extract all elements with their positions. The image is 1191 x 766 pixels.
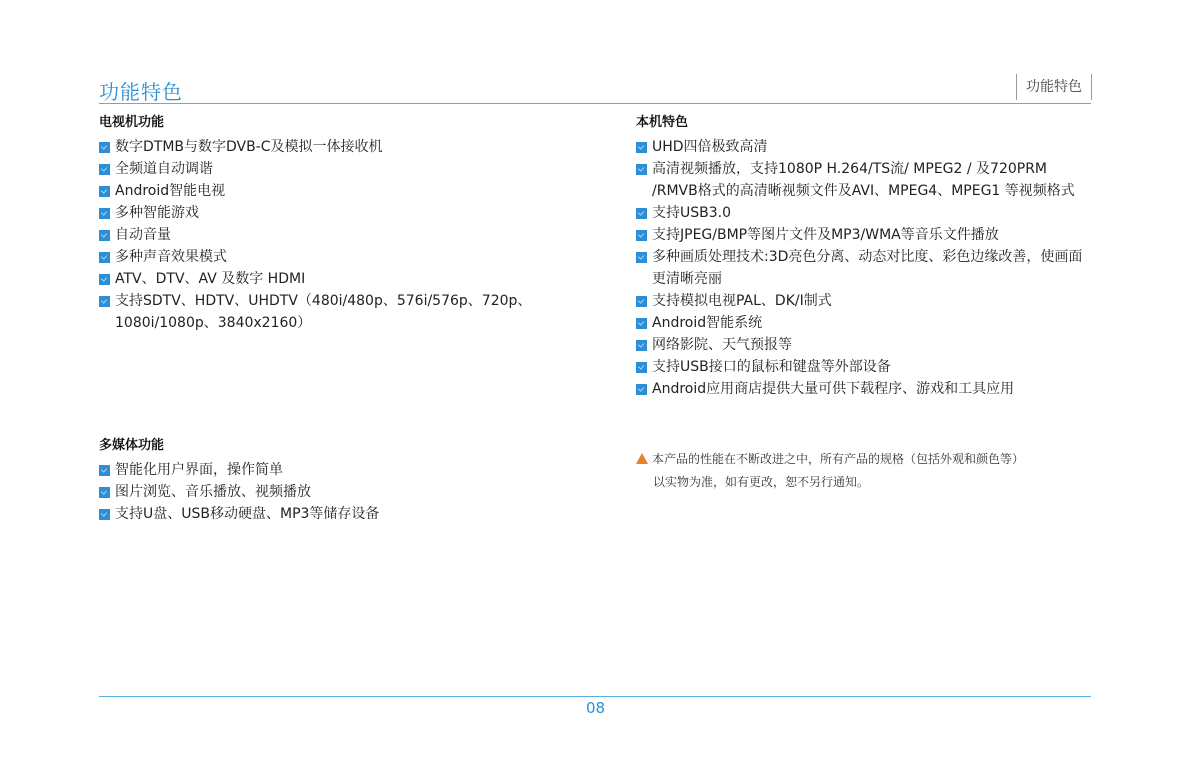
list-item-text: 全频道自动调谐 <box>115 161 213 177</box>
list-item-text: 多种画质处理技术:3D亮色分离、动态对比度、彩色边缘改善，使画面更清晰亮丽 <box>652 249 1083 287</box>
list-item <box>99 290 565 334</box>
list-item-text: 支持模拟电视PAL、DK/I制式 <box>652 293 832 309</box>
device-features-list <box>636 136 1094 400</box>
list-item-text: 支持USB3.0 <box>652 205 732 221</box>
checkbox-bullet-icon <box>636 384 647 395</box>
footer-divider <box>99 696 1091 697</box>
list-item-text: 高清视频播放，支持1080P H.264/TS流/ MPEG2 / 及720PRM /RMVB格式的高清晰视频文件及AVI、MPEG4、MPEG1 等视频格式 <box>652 161 1075 199</box>
checkbox-bullet-icon <box>99 164 110 175</box>
checkbox-bullet-icon <box>99 186 110 197</box>
list-item <box>99 136 569 158</box>
tv-functions-section <box>99 114 569 334</box>
list-item-text: ATV、DTV、AV 及数字 HDMI <box>115 271 306 287</box>
list-item-text: 支持USB接口的鼠标和键盘等外部设备 <box>652 359 891 375</box>
page-title: 功能特色 <box>99 80 183 104</box>
list-item <box>636 334 1094 356</box>
list-item <box>636 224 1094 246</box>
list-item-text: 多种智能游戏 <box>115 205 199 221</box>
device-features-section <box>636 114 1094 400</box>
list-item <box>636 136 1094 158</box>
notice-line-1 <box>636 448 1096 471</box>
checkbox-bullet-icon <box>99 208 110 219</box>
checkbox-bullet-icon <box>99 230 110 241</box>
list-item <box>99 481 569 503</box>
checkbox-bullet-icon <box>99 465 110 476</box>
multimedia-functions-heading: 多媒体功能 <box>99 438 165 453</box>
checkbox-bullet-icon <box>636 340 647 351</box>
device-features-heading: 本机特色 <box>636 115 689 130</box>
list-item-text: Android智能系统 <box>652 315 763 331</box>
list-item-text: Android智能电视 <box>115 183 226 199</box>
checkbox-bullet-icon <box>99 296 110 307</box>
list-item <box>99 503 569 525</box>
multimedia-functions-section <box>99 437 569 525</box>
list-item <box>99 158 569 180</box>
checkbox-bullet-icon <box>636 164 647 175</box>
list-item <box>636 378 1094 400</box>
page-number: 08 <box>585 699 606 717</box>
list-item-text: 多种声音效果模式 <box>115 249 227 265</box>
checkbox-bullet-icon <box>99 487 110 498</box>
list-item-text: 网络影院、天气预报等 <box>652 337 792 353</box>
tv-functions-list <box>99 136 569 334</box>
list-item-text: 智能化用户界面，操作简单 <box>115 462 283 478</box>
list-item <box>99 459 569 481</box>
notice-text-1: 本产品的性能在不断改进之中，所有产品的规格（包括外观和颜色等） <box>652 452 1025 466</box>
section-tab: 功能特色 <box>1016 74 1092 100</box>
checkbox-bullet-icon <box>636 208 647 219</box>
list-item-text: 自动音量 <box>115 227 171 243</box>
multimedia-functions-list <box>99 459 569 525</box>
checkbox-bullet-icon <box>99 274 110 285</box>
list-item <box>636 290 1094 312</box>
checkbox-bullet-icon <box>99 509 110 520</box>
list-item <box>636 246 1094 290</box>
checkbox-bullet-icon <box>99 142 110 153</box>
product-notice <box>636 448 1096 494</box>
list-item <box>636 312 1094 334</box>
list-item <box>99 246 569 268</box>
warning-icon <box>636 453 648 464</box>
list-item-text: 支持SDTV、HDTV、UHDTV（480i/480p、576i/576p、720p、1080i/1080p、3840x2160） <box>115 293 532 331</box>
list-item-text: 数字DTMB与数字DVB-C及模拟一体接收机 <box>115 139 383 155</box>
list-item <box>99 268 569 290</box>
checkbox-bullet-icon <box>636 362 647 373</box>
list-item <box>99 180 569 202</box>
checkbox-bullet-icon <box>636 142 647 153</box>
notice-text-2: 以实物为准，如有更改，恕不另行通知。 <box>653 475 870 489</box>
header-divider <box>99 103 1091 104</box>
list-item-text: Android应用商店提供大量可供下载程序、游戏和工具应用 <box>652 381 1015 397</box>
checkbox-bullet-icon <box>636 296 647 307</box>
list-item-text: 支持JPEG/BMP等图片文件及MP3/WMA等音乐文件播放 <box>652 227 999 243</box>
tv-functions-heading: 电视机功能 <box>99 115 165 130</box>
checkbox-bullet-icon <box>636 318 647 329</box>
list-item-text: 图片浏览、音乐播放、视频播放 <box>115 484 311 500</box>
list-item <box>99 224 569 246</box>
list-item <box>636 356 1094 378</box>
list-item <box>99 202 569 224</box>
checkbox-bullet-icon <box>636 230 647 241</box>
checkbox-bullet-icon <box>636 252 647 263</box>
checkbox-bullet-icon <box>99 252 110 263</box>
list-item <box>636 158 1094 202</box>
list-item-text: UHD四倍极致高清 <box>652 139 768 155</box>
list-item-text: 支持U盘、USB移动硬盘、MP3等储存设备 <box>115 506 380 522</box>
list-item <box>636 202 1094 224</box>
